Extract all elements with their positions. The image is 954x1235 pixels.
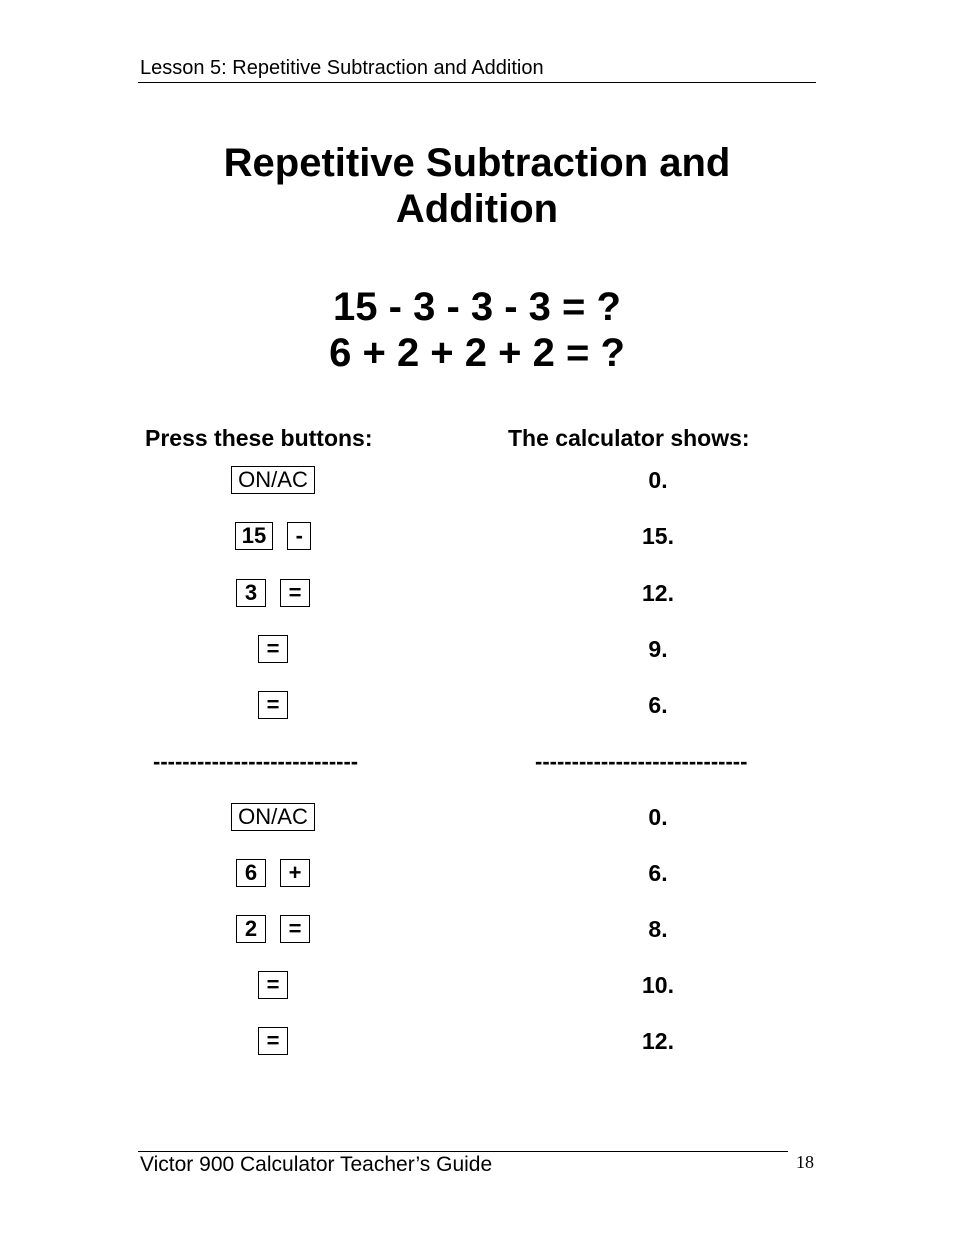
step-display: 0. bbox=[648, 803, 668, 830]
calculator-key: = bbox=[258, 635, 288, 663]
step-keys bbox=[120, 689, 426, 721]
step-display: 0. bbox=[648, 466, 668, 493]
calculator-key: = bbox=[280, 579, 310, 607]
step-keys bbox=[120, 633, 426, 665]
calculator-key: + bbox=[280, 859, 310, 887]
step-keys bbox=[120, 520, 426, 552]
step-keys bbox=[120, 969, 426, 1001]
page-title bbox=[0, 140, 954, 232]
calculator-key: = bbox=[258, 971, 288, 999]
title-line-1: Repetitive Subtraction and bbox=[223, 141, 731, 185]
step-display: 12. bbox=[642, 1027, 674, 1054]
footer-guide-title: Victor 900 Calculator Teacher’s Guide bbox=[140, 1153, 493, 1176]
title-line-2: Addition bbox=[395, 187, 559, 231]
step-display: 6. bbox=[648, 691, 668, 718]
calculator-key: - bbox=[287, 522, 311, 550]
header-rule bbox=[138, 82, 816, 83]
step-display: 10. bbox=[642, 971, 674, 998]
step-display: 6. bbox=[648, 859, 668, 886]
calculator-key: 2 bbox=[236, 915, 266, 943]
step-display: 15. bbox=[642, 522, 674, 549]
step-keys bbox=[120, 1025, 426, 1057]
step-keys bbox=[120, 577, 426, 609]
separator-right: ----------------------------- bbox=[535, 749, 748, 774]
step-display: 12. bbox=[642, 579, 674, 606]
calculator-key: 15 bbox=[235, 522, 273, 550]
calculator-key: = bbox=[258, 1027, 288, 1055]
equation-addition: 6 + 2 + 2 + 2 = ? bbox=[329, 331, 625, 375]
step-display: 9. bbox=[648, 635, 668, 662]
column-heading-buttons: Press these buttons: bbox=[145, 425, 373, 451]
equation-subtraction: 15 - 3 - 3 - 3 = ? bbox=[333, 285, 621, 329]
calculator-key: = bbox=[280, 915, 310, 943]
calculator-key: ON/AC bbox=[231, 466, 315, 494]
header-lesson-title: Lesson 5: Repetitive Subtraction and Addition bbox=[140, 57, 544, 79]
page-number: 18 bbox=[796, 1152, 814, 1172]
calculator-key: ON/AC bbox=[231, 803, 315, 831]
calculator-key: 6 bbox=[236, 859, 266, 887]
footer-rule bbox=[138, 1151, 788, 1152]
calculator-key: = bbox=[258, 691, 288, 719]
step-keys bbox=[120, 801, 426, 833]
step-keys bbox=[120, 913, 426, 945]
step-display: 8. bbox=[648, 915, 668, 942]
step-keys bbox=[120, 857, 426, 889]
calculator-key: 3 bbox=[236, 579, 266, 607]
separator-left: ---------------------------- bbox=[153, 749, 359, 774]
step-keys bbox=[120, 464, 426, 496]
column-heading-display: The calculator shows: bbox=[508, 425, 750, 451]
